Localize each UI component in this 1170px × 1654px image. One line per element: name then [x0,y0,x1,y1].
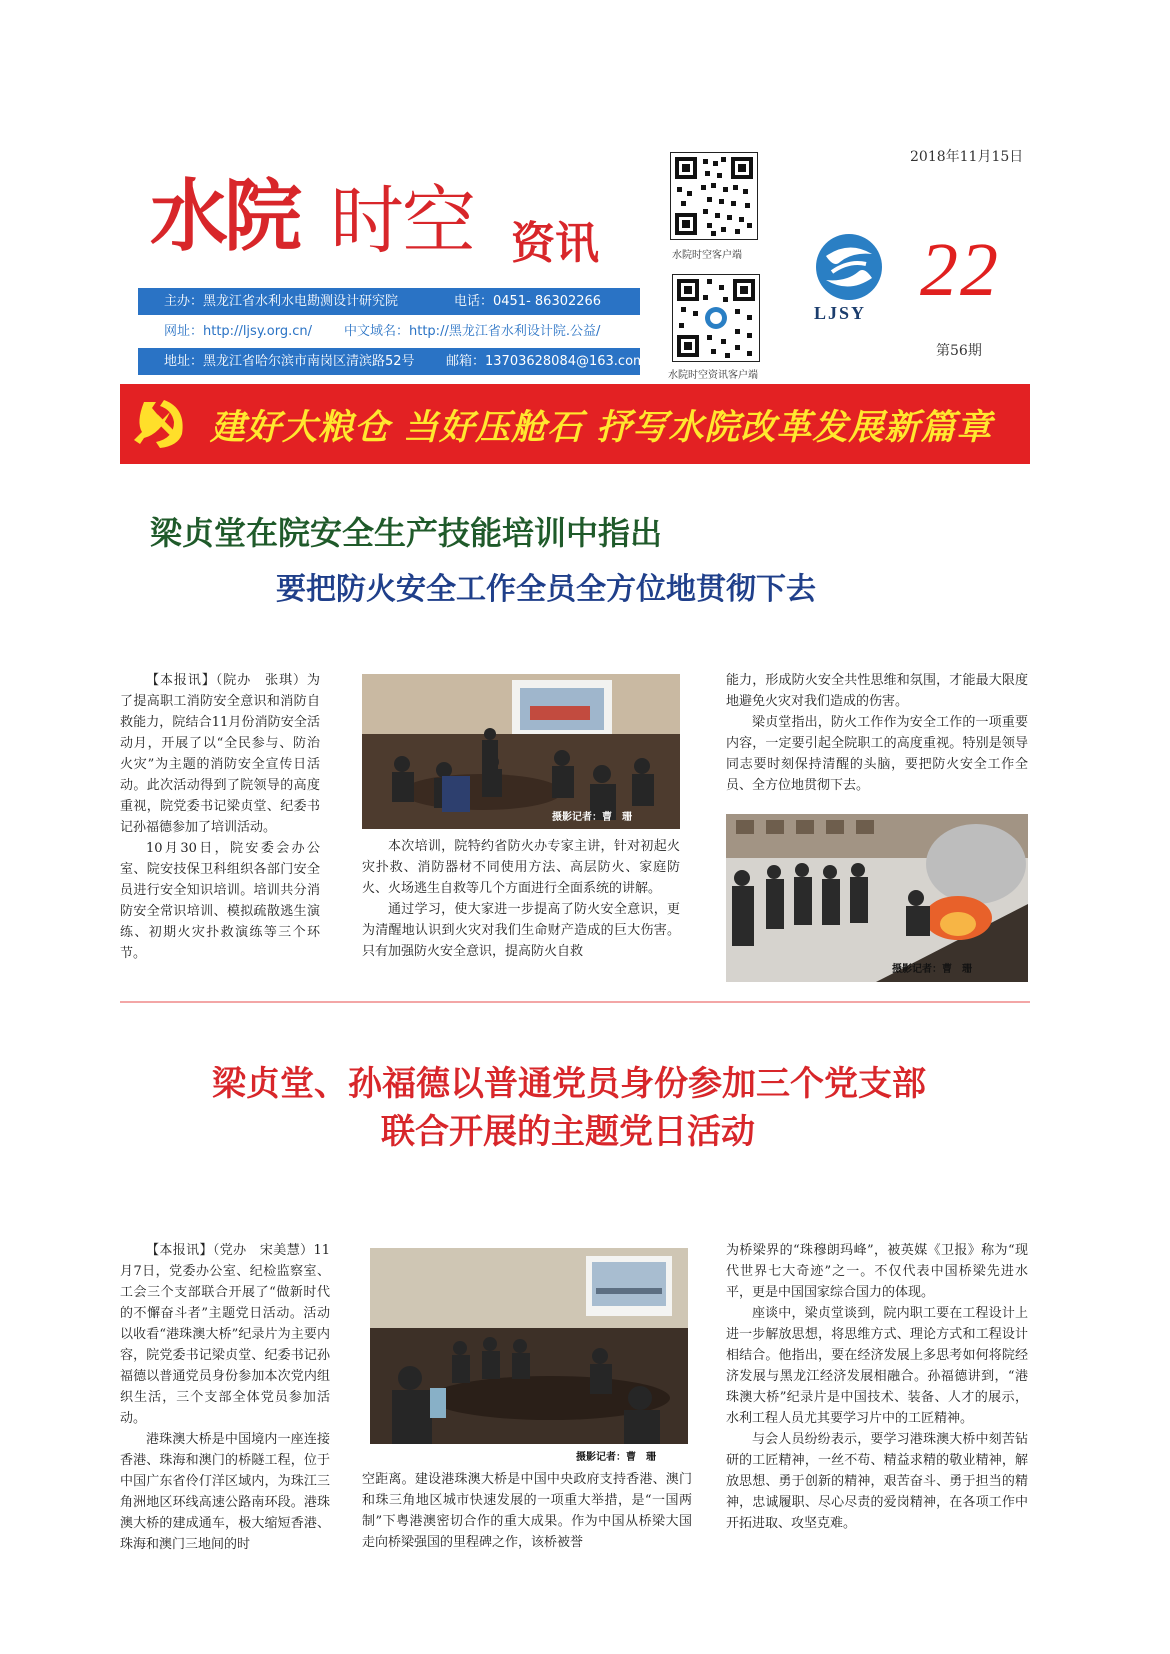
article2-photo-meeting [370,1248,688,1444]
article1-headline: 梁贞堂在院安全生产技能培训中指出 [150,514,663,552]
brand-title-part3: 资讯 [511,218,599,269]
brand-title-part2: 时空 [330,178,474,264]
article1-photo-fire-drill [726,814,1028,982]
info-bar-host [138,288,640,315]
article1-photo1-credit: 摄影记者：曹 珊 [552,812,632,823]
ljsy-logo-icon [812,232,886,302]
info-bar-address [138,348,646,375]
article1-photo2-credit: 摄影记者：曹 珊 [892,964,972,975]
issue-number: 22 [920,228,1000,312]
qr-caption-app: 水院时空客户端 [672,250,742,261]
brand-title-part1: 水院 [150,172,299,262]
article2-headline-line2: 联合开展的主题党日活动 [381,1112,755,1152]
section-divider [120,1001,1030,1003]
email-text: 邮箱：13703628084@163.com [446,354,646,369]
article1-paragraph: 10月30日，院安委会办公室、院安技保卫科组织各部门安全员进行安全知识培训。培训共分消防安全常识培训、模拟疏散逃生演练、初期火灾扑救演练等三个环节。 [120,841,320,961]
article1-paragraph: 【本报讯】（院办 张琪）为了提高职工消防安全意识和消防自救能力，院结合11月份消防安全活动月，开展了以“全民参与、防治火灾”为主题的消防安全宣传日活动。此次活动得到了院领导的高度重视，院党委书记梁贞堂、纪委书记孙福德参加了培训活动。 [120,673,320,835]
article2-paragraph: 座谈中，梁贞堂谈到，院内职工要在工程设计上进一步解放思想，将思维方式、理论方式和工程设计相结合。他指出，要在经济发展上多思考如何将院经济发展与黑龙江经济发展相融合。孙福德讲到，“港珠澳大桥”纪录片是中国技术、装备、人才的展示，水利工程人员尤其要学习片中的工匠精神。 [726,1306,1028,1426]
article1-photo-training [362,674,680,829]
cn-domain-link[interactable]: 中文域名：http://黑龙江省水利设计院.公益/ [344,324,601,339]
website-link[interactable]: 网址：http://ljsy.org.cn/ [164,324,313,339]
article1-column3 [726,670,1028,796]
ljsy-logo-text: LJSY [814,303,867,323]
article1-column2 [362,836,680,962]
article2-paragraph: 与会人员纷纷表示，要学习港珠澳大桥中刻苦钻研的工匠精神，一丝不苟、精益求精的敬业精神，解放思想、勇于创新的精神，艰苦奋斗、勇于担当的精神，忠诚履职、尽心尽责的爱岗精神，在各项工作中开拓进取、攻坚克难。 [726,1432,1028,1531]
article2-photo-credit: 摄影记者：曹 珊 [576,1452,656,1463]
article1-paragraph: 通过学习，使大家进一步提高了防火安全意识，更为清醒地认识到火灾对我们生命财产造成的巨大伤害。只有加强防火安全意识，提高防火自救 [362,902,680,959]
qr-code-app[interactable] [670,152,758,240]
party-emblem-icon [130,394,188,452]
info-bar-web [138,318,640,345]
article1-paragraph: 本次培训，院特约省防火办专家主讲，针对初起火灾扑救、消防器材不同使用方法、高层防火、家庭防火、火场逃生自救等几个方面进行全面系统的讲解。 [362,839,680,896]
article1-subheadline: 要把防火安全工作全员全方位地贯彻下去 [276,572,816,607]
article2-column3 [726,1240,1028,1534]
qr-caption-news-app: 水院时空资讯客户端 [668,370,758,381]
phone-text: 电话：0451- 86302266 [454,294,602,309]
article2-headline: 梁贞堂、孙福德以普通党员身份参加三个党支部 [212,1064,926,1104]
article1-paragraph: 能力，形成防火安全共性思维和氛围，才能最大限度地避免火灾对我们造成的伤害。 [726,673,1028,709]
article2-column1 [120,1240,330,1555]
article2-column2 [362,1469,692,1553]
issue-period: 第56期 [936,343,982,359]
address-text: 地址：黑龙江省哈尔滨市南岗区清滨路52号 [164,354,415,369]
banner-slogan: 建好大粮仓 当好压舱石 抒写水院改革发展新篇章 [210,408,993,448]
article2-paragraph: 为桥梁界的“珠穆朗玛峰”，被英媒《卫报》称为“现代世界七大奇迹”之一。不仅代表中国桥梁先进水平，更是中国国家综合国力的体现。 [726,1243,1028,1300]
article1-paragraph: 梁贞堂指出，防火工作作为安全工作的一项重要内容，一定要引起全院职工的高度重视。特别是领导同志要时刻保持清醒的头脑，要把防火安全工作全员、全方位地贯彻下去。 [726,715,1028,793]
article2-paragraph: 空距离。建设港珠澳大桥是中国中央政府支持香港、澳门和珠三角地区城市快速发展的一项重大举措，是“一国两制”下粤港澳密切合作的重大成果。作为中国从桥梁大国走向桥梁强国的里程碑之作，该桥被誉 [362,1472,692,1550]
article2-paragraph: 港珠澳大桥是中国境内一座连接香港、珠海和澳门的桥隧工程，位于中国广东省伶仃洋区域内，为珠江三角洲地区环线高速公路南环段。港珠澳大桥的建成通车，极大缩短香港、珠海和澳门三地间的时 [120,1432,330,1552]
qr-code-news-app[interactable] [672,274,760,362]
article2-paragraph: 【本报讯】（党办 宋美慧）11月7日，党委办公室、纪检监察室、工会三个支部联合开展了“做新时代的不懈奋斗者”主题党日活动。活动以收看“港珠澳大桥”纪录片为主要内容，院党委书记梁贞堂、纪委书记孙福德以普通党员身份参加本次党内组织生活，三个支部全体党员参加活动。 [120,1243,330,1426]
article1-column1 [120,670,320,964]
host-text: 主办：黑龙江省水利水电勘测设计研究院 [164,294,399,309]
issue-date: 2018年11月15日 [910,149,1024,165]
